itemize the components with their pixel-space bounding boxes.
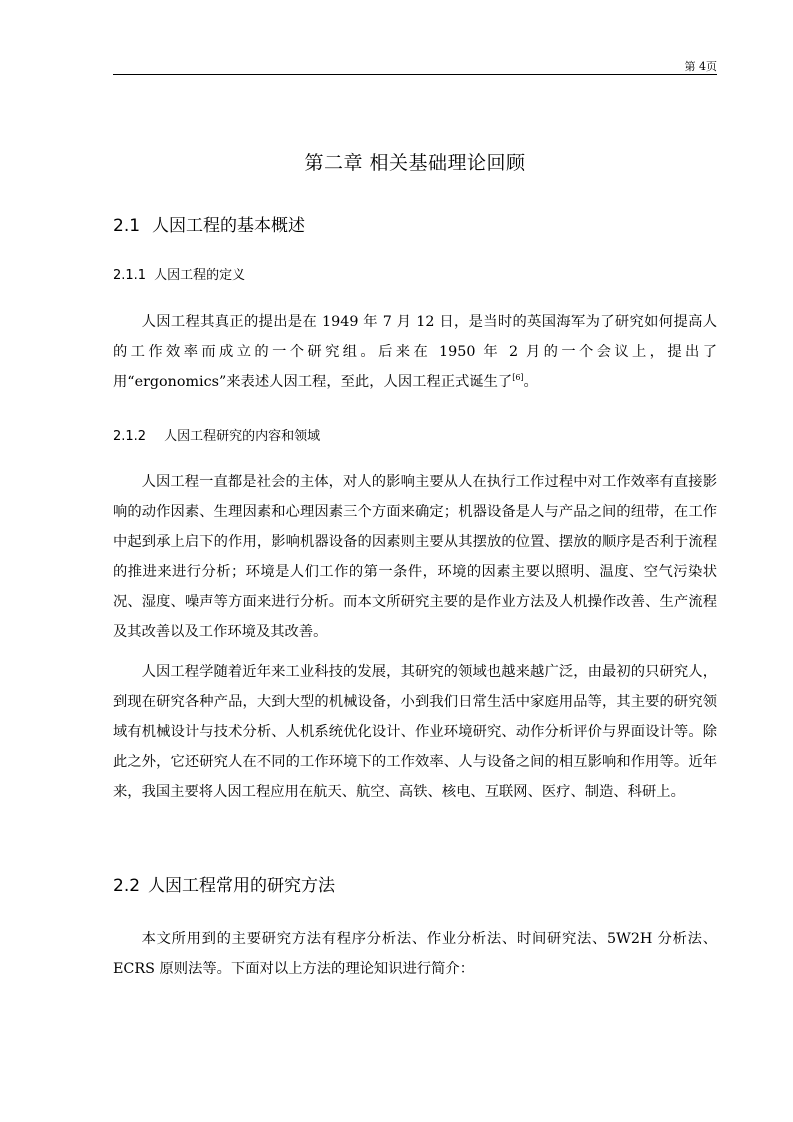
- section-number: 2.1: [113, 216, 141, 236]
- paragraph-methods: 本文所用到的主要研究方法有程序分析法、作业分析法、时间研究法、5W2H 分析法、ECRS 原则法等。下面对以上方法的理论知识进行简介：: [113, 931, 717, 977]
- paragraph-text: 人因工程其真正的提出是在 1949 年 7 月 12 日，是当时的英国海军为了研究如何提高人的工作效率而成立的一个研究组。后来在 1950 年 2 月的一个会议上，提出了用“ergonomics”来表述人因工程，至此，人因工程正式诞生了: [113, 314, 717, 390]
- paragraph-end: 。: [523, 374, 538, 390]
- section-title: 人因工程的基本概述: [152, 216, 306, 236]
- subsection-number: 2.1.2: [113, 429, 147, 444]
- section-heading-2-1: [113, 211, 717, 236]
- citation-ref: [6]: [512, 373, 524, 383]
- chapter-title: 第二章 相关基础理论回顾: [304, 152, 526, 174]
- paragraph-content-2: 人因工程学随着近年来工业科技的发展，其研究的领域也越来越广泛，由最初的只研究人，到现在研究各种产品，大到大型的机械设备，小到我们日常生活中家庭用品等，其主要的研究领域有机械设计与技术分析、人机系统优化设计、作业环境研究、动作分析评价与界面设计等。除此之外，它还研究人在不同的工作环境下的工作效率、人与设备之间的相互影响和作用等。近年来，我国主要将人因工程应用在航天、航空、高铁、核电、互联网、医疗、制造、科研上。: [113, 664, 717, 800]
- section-heading-2-2: [113, 871, 717, 896]
- section-title: 人因工程常用的研究方法: [148, 876, 336, 896]
- page-header: [113, 60, 717, 75]
- page-number: 第 4页: [684, 60, 717, 73]
- subsection-heading-2-1-1: [113, 264, 717, 283]
- paragraph-definition: [113, 307, 717, 397]
- subsection-number: 2.1.1: [113, 268, 147, 283]
- subsection-heading-2-1-2: [113, 425, 717, 444]
- paragraph-content-1: 人因工程一直都是社会的主体，对人的影响主要从人在执行工作过程中对工作效率有直接影响的动作因素、生理因素和心理因素三个方面来确定；机器设备是人与产品之间的纽带，在工作中起到承上启下的作用，影响机器设备的因素则主要从其摆放的位置、摆放的顺序是否利于流程的推进来进行分析；环境是人们工作的第一条件，环境的因素主要以照明、温度、空气污染状况、湿度、噪声等方面来进行分析。而本文所研究主要的是作业方法及人机操作改善、生产流程及其改善以及工作环境及其改善。: [113, 474, 717, 640]
- subsection-title: 人因工程的定义: [154, 268, 246, 283]
- section-number: 2.2: [113, 876, 141, 896]
- subsection-title: 人因工程研究的内容和领域: [164, 429, 321, 444]
